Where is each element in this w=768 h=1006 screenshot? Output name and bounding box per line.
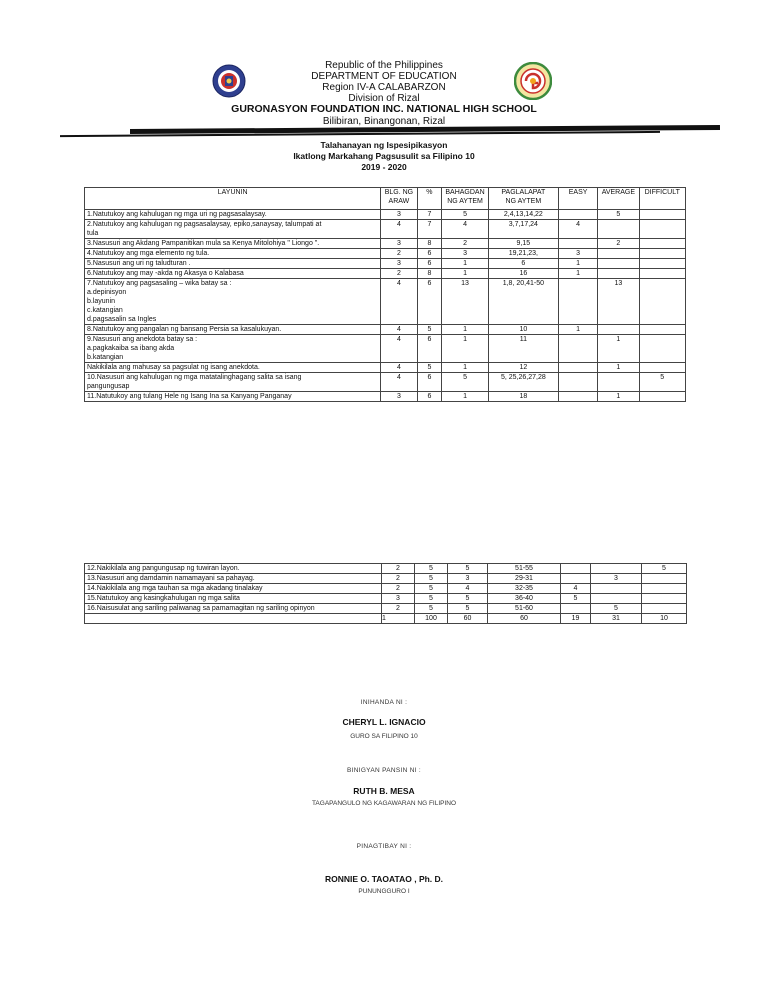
cell-paglalapat: 12 [488, 363, 558, 373]
noted-by-name: RUTH B. MESA [353, 786, 415, 796]
cell-percent: 5 [417, 363, 442, 373]
cell-average: 5 [591, 604, 642, 614]
cell-layunin [85, 564, 382, 574]
cell-paglalapat: 32-35 [488, 584, 561, 594]
table-header-row [85, 188, 686, 210]
cell-bahagdan: 1 [442, 363, 488, 373]
cell-difficult [639, 259, 686, 269]
cell-easy: 4 [561, 584, 591, 594]
cell-paglalapat: 18 [488, 392, 558, 402]
cell-layunin [85, 259, 381, 269]
cell-percent: 6 [417, 373, 442, 392]
cell-difficult: 10 [642, 614, 687, 624]
cell-percent: 6 [417, 249, 442, 259]
header-department: DEPARTMENT OF EDUCATION [311, 71, 457, 82]
cell-paglalapat: 51-60 [488, 604, 561, 614]
cell-bahagdan: 1 [442, 259, 488, 269]
table-row [85, 574, 687, 584]
cell-percent: 7 [417, 210, 442, 220]
cell-average: 3 [591, 574, 642, 584]
cell-percent: 5 [415, 584, 448, 594]
layunin-line: 2.Natutukoy ang kahulugan ng pagsasalaysay, epiko,sanaysay, talumpati at [87, 221, 322, 228]
cell-paglalapat: 2,4,13,14,22 [488, 210, 558, 220]
cell-easy [558, 392, 597, 402]
cell-layunin [85, 363, 381, 373]
cell-paglalapat: 10 [488, 325, 558, 335]
layunin-line: 4.Natutukoy ang mga elemento ng tula. [87, 250, 210, 257]
cell-bahagdan: 5 [448, 594, 488, 604]
layunin-line: 1.Natutukoy ang kahulugan ng mga uri ng pagsasalaysay. [87, 211, 267, 218]
table-row [85, 373, 686, 392]
layunin-line: b.layunin [87, 298, 116, 305]
cell-bahagdan: 1 [442, 325, 488, 335]
cell-bahagdan: 1 [442, 269, 488, 279]
table-row [85, 564, 687, 574]
cell-layunin [85, 249, 381, 259]
cell-difficult [639, 363, 686, 373]
layunin-line: tula [87, 230, 99, 237]
cell-difficult: 5 [639, 373, 686, 392]
layunin-line: 9.Nasusuri ang anekdota batay sa : [87, 336, 198, 343]
cell-easy: 5 [561, 594, 591, 604]
cell-bahagdan: 2 [442, 239, 488, 249]
table-row [85, 392, 686, 402]
cell-average [598, 259, 639, 269]
cell-average: 1 [598, 335, 639, 363]
cell-blg-araw: 2 [382, 564, 415, 574]
table-row [85, 594, 687, 604]
cell-bahagdan: 5 [442, 210, 488, 220]
cell-percent: 5 [417, 325, 442, 335]
cell-blg-araw: 2 [382, 584, 415, 594]
cell-percent: 7 [417, 220, 442, 239]
cell-layunin [85, 392, 381, 402]
cell-percent: 6 [417, 259, 442, 269]
specification-table [84, 187, 686, 402]
cell-difficult [639, 279, 686, 325]
table-row [85, 279, 686, 325]
cell-blg-araw: 2 [382, 574, 415, 584]
cell-easy [558, 335, 597, 363]
cell-easy [558, 279, 597, 325]
header-paglalapat-line1: PAGLALAPAT [501, 189, 546, 196]
cell-difficult [639, 335, 686, 363]
approved-by-name: RONNIE O. TAOATAO , Ph. D. [324, 874, 444, 884]
cell-easy: 1 [558, 259, 597, 269]
cell-layunin [85, 269, 381, 279]
table-row [85, 325, 686, 335]
header-difficult: DIFFICULT [639, 188, 686, 210]
cell-bahagdan: 60 [448, 614, 488, 624]
cell-layunin [85, 325, 381, 335]
cell-blg-araw: 3 [381, 392, 417, 402]
header-division: Division of Rizal [348, 93, 420, 104]
cell-blg-araw: 4 [381, 373, 417, 392]
layunin-line: c.katangian [87, 307, 123, 314]
layunin-line: 12.Nakikilala ang pangungusap ng tuwiran layon. [87, 565, 240, 572]
layunin-line: 5.Nasusuri ang uri ng taludturan . [87, 260, 191, 267]
cell-average: 5 [598, 210, 639, 220]
cell-average: 2 [598, 239, 639, 249]
cell-bahagdan: 1 [442, 392, 488, 402]
cell-bahagdan: 13 [442, 279, 488, 325]
cell-paglalapat: 5, 25,26,27,28 [488, 373, 558, 392]
cell-blg-araw: 4 [381, 325, 417, 335]
cell-average [598, 220, 639, 239]
header-blg-araw [381, 188, 417, 210]
cell-average [598, 373, 639, 392]
layunin-line: 3.Nasusuri ang Akdang Pampanitikan mula sa Kenya Mitolohiya " Liongo ". [87, 240, 320, 247]
cell-paglalapat: 60 [488, 614, 561, 624]
cell-percent: 6 [417, 392, 442, 402]
approved-by-role: PUNUNGGURO I [358, 888, 410, 895]
cell-difficult [639, 392, 686, 402]
header-layunin: LAYUNIN [85, 188, 381, 210]
layunin-line: 16.Naisusulat ang sariling paliwanag sa pamamagitan ng sariling opinyon [87, 605, 315, 612]
cell-percent: 5 [415, 574, 448, 584]
prepared-by-name: CHERYL L. IGNACIO [342, 717, 426, 727]
cell-layunin [85, 210, 381, 220]
header-blg-line1: BLG. NG [384, 189, 414, 196]
cell-average [591, 594, 642, 604]
cell-percent: 100 [415, 614, 448, 624]
cell-paglalapat: 11 [488, 335, 558, 363]
cell-blg-araw: 3 [381, 239, 417, 249]
cell-easy: 19 [561, 614, 591, 624]
header-blg-line2: ARAW [388, 198, 410, 205]
layunin-line: d.pagsasalin sa Ingles [87, 316, 157, 323]
cell-blg-araw: 2 [382, 604, 415, 614]
doc-title: Talahanayan ng Ispesipikasyon [320, 140, 448, 150]
cell-percent: 6 [417, 279, 442, 325]
layunin-line: Nakikilala ang mahusay sa pagsulat ng isang anekdota. [87, 364, 260, 371]
table-row [85, 335, 686, 363]
layunin-line: 13.Nasusuri ang damdamin namamayani sa pahayag. [87, 575, 255, 582]
cell-easy: 1 [558, 269, 597, 279]
cell-layunin [85, 584, 382, 594]
cell-percent: 5 [415, 594, 448, 604]
cell-average [598, 249, 639, 259]
table-row [85, 220, 686, 239]
cell-easy: 4 [558, 220, 597, 239]
table-row [85, 249, 686, 259]
layunin-line: 6.Natutukoy ang may -akda ng Akasya o Kalabasa [87, 270, 244, 277]
cell-blg-araw: 3 [382, 594, 415, 604]
cell-bahagdan: 5 [448, 564, 488, 574]
prepared-by-label: INIHANDA NI : [360, 699, 408, 706]
header-republic: Republic of the Philippines [325, 60, 443, 71]
cell-average: 31 [591, 614, 642, 624]
layunin-line: 14.Nakikilala ang mga tauhan sa mga akadang tinalakay [87, 585, 263, 592]
header-region: Region IV-A CALABARZON [322, 82, 446, 93]
cell-paglalapat: 9,15 [488, 239, 558, 249]
cell-layunin [85, 239, 381, 249]
header-easy: EASY [558, 188, 597, 210]
table-row [85, 584, 687, 594]
cell-average [598, 269, 639, 279]
cell-difficult [642, 584, 687, 594]
doc-subtitle: Ikatlong Markahang Pagsusulit sa Filipino 10 [293, 151, 475, 161]
header-percent: % [417, 188, 442, 210]
cell-percent: 5 [415, 564, 448, 574]
cell-difficult [642, 594, 687, 604]
cell-bahagdan: 4 [442, 220, 488, 239]
cell-paglalapat: 36-40 [488, 594, 561, 604]
table-row [85, 363, 686, 373]
header-paglalapat-line2: NG AYTEM [505, 198, 542, 205]
cell-layunin [85, 220, 381, 239]
layunin-line: 7.Natutukoy ang pagsasaling – wika batay sa : [87, 280, 232, 287]
cell-paglalapat: 16 [488, 269, 558, 279]
header-school-name: GURONASYON FOUNDATION INC. NATIONAL HIGH SCHOOL [231, 103, 537, 115]
cell-layunin [85, 574, 382, 584]
layunin-line: 8.Natutukoy ang pangalan ng bansang Persia sa kasalukuyan. [87, 326, 282, 333]
cell-average: 1 [598, 392, 639, 402]
cell-bahagdan: 3 [442, 249, 488, 259]
layunin-line: 15.Natutukoy ang kasingkahulugan ng mga salita [87, 595, 240, 602]
cell-layunin [85, 335, 381, 363]
cell-easy [558, 363, 597, 373]
cell-difficult: 5 [642, 564, 687, 574]
table-row [85, 604, 687, 614]
cell-blg-araw: 2 [381, 249, 417, 259]
cell-average: 13 [598, 279, 639, 325]
cell-paglalapat: 1,8, 20,41-50 [488, 279, 558, 325]
cell-easy: 1 [558, 325, 597, 335]
layunin-line: b.katangian [87, 354, 124, 361]
letterhead [0, 0, 768, 130]
cell-average [591, 584, 642, 594]
table-row [85, 269, 686, 279]
cell-difficult [639, 220, 686, 239]
cell-layunin [85, 594, 382, 604]
header-bahagdan [442, 188, 488, 210]
cell-layunin [85, 279, 381, 325]
noted-by-label: BINIGYAN PANSIN NI : [346, 767, 422, 774]
cell-bahagdan: 5 [448, 604, 488, 614]
cell-bahagdan: 1 [442, 335, 488, 363]
header-paglalapat [488, 188, 558, 210]
cell-percent: 8 [417, 269, 442, 279]
header-address: Bilibiran, Binangonan, Rizal [322, 116, 446, 127]
cell-difficult [639, 239, 686, 249]
cell-blg-araw: 3 [381, 259, 417, 269]
cell-blg-araw: 4 [381, 335, 417, 363]
cell-easy [561, 564, 591, 574]
cell-easy: 3 [558, 249, 597, 259]
cell-paglalapat: 3,7,17,24 [488, 220, 558, 239]
cell-percent: 5 [415, 604, 448, 614]
layunin-line: 10.Nasusuri ang kahulugan ng mga matatalinghagang salita sa isang [87, 374, 302, 381]
layunin-line: 11.Natutukoy ang tulang Hele ng Isang Ina sa Kanyang Panganay [87, 393, 292, 400]
cell-paglalapat: 51-55 [488, 564, 561, 574]
cell-blg-araw: 4 [381, 279, 417, 325]
prepared-by-role: GURO SA FILIPINO 10 [350, 733, 418, 740]
cell-percent: 6 [417, 335, 442, 363]
layunin-line: a.pagkakaiba sa ibang akda [87, 345, 175, 352]
cell-paglalapat: 19,21,23, [488, 249, 558, 259]
layunin-line: a.depinisyon [87, 289, 127, 296]
cell-paglalapat: 6 [488, 259, 558, 269]
cell-difficult [639, 210, 686, 220]
cell-easy [558, 210, 597, 220]
table-row [85, 259, 686, 269]
cell-layunin [85, 604, 382, 614]
page-number: 1 [382, 615, 386, 622]
table-row [85, 239, 686, 249]
cell-blg-araw: 4 [381, 363, 417, 373]
cell-bahagdan: 5 [442, 373, 488, 392]
cell-blg-araw: 2 [381, 269, 417, 279]
cell-average [598, 325, 639, 335]
approved-by-label: PINAGTIBAY NI : [356, 843, 412, 850]
cell-bahagdan: 3 [448, 574, 488, 584]
cell-average [591, 564, 642, 574]
cell-percent: 8 [417, 239, 442, 249]
table-row [85, 210, 686, 220]
cell-bahagdan: 4 [448, 584, 488, 594]
header-bahagdan-line2: NG AYTEM [447, 198, 483, 205]
cell-easy [561, 604, 591, 614]
cell-easy [558, 239, 597, 249]
cell-difficult [642, 574, 687, 584]
cell-difficult [639, 249, 686, 259]
cell-easy [558, 373, 597, 392]
layunin-line: pangungusap [87, 383, 130, 390]
header-average: AVERAGE [598, 188, 639, 210]
cell-difficult [639, 269, 686, 279]
cell-layunin [85, 373, 381, 392]
table-body-part1 [85, 210, 686, 402]
cell-average: 1 [598, 363, 639, 373]
cell-easy [561, 574, 591, 584]
cell-difficult [642, 604, 687, 614]
noted-by-role: TAGAPANGULO NG KAGAWARAN NG FILIPINO [311, 800, 457, 807]
cell-blg-araw: 4 [381, 220, 417, 239]
header-bahagdan-line1: BAHAGDAN [445, 189, 485, 196]
cell-blg-araw: 3 [381, 210, 417, 220]
cell-difficult [639, 325, 686, 335]
doc-school-year: 2019 - 2020 [361, 162, 407, 172]
cell-paglalapat: 29-31 [488, 574, 561, 584]
